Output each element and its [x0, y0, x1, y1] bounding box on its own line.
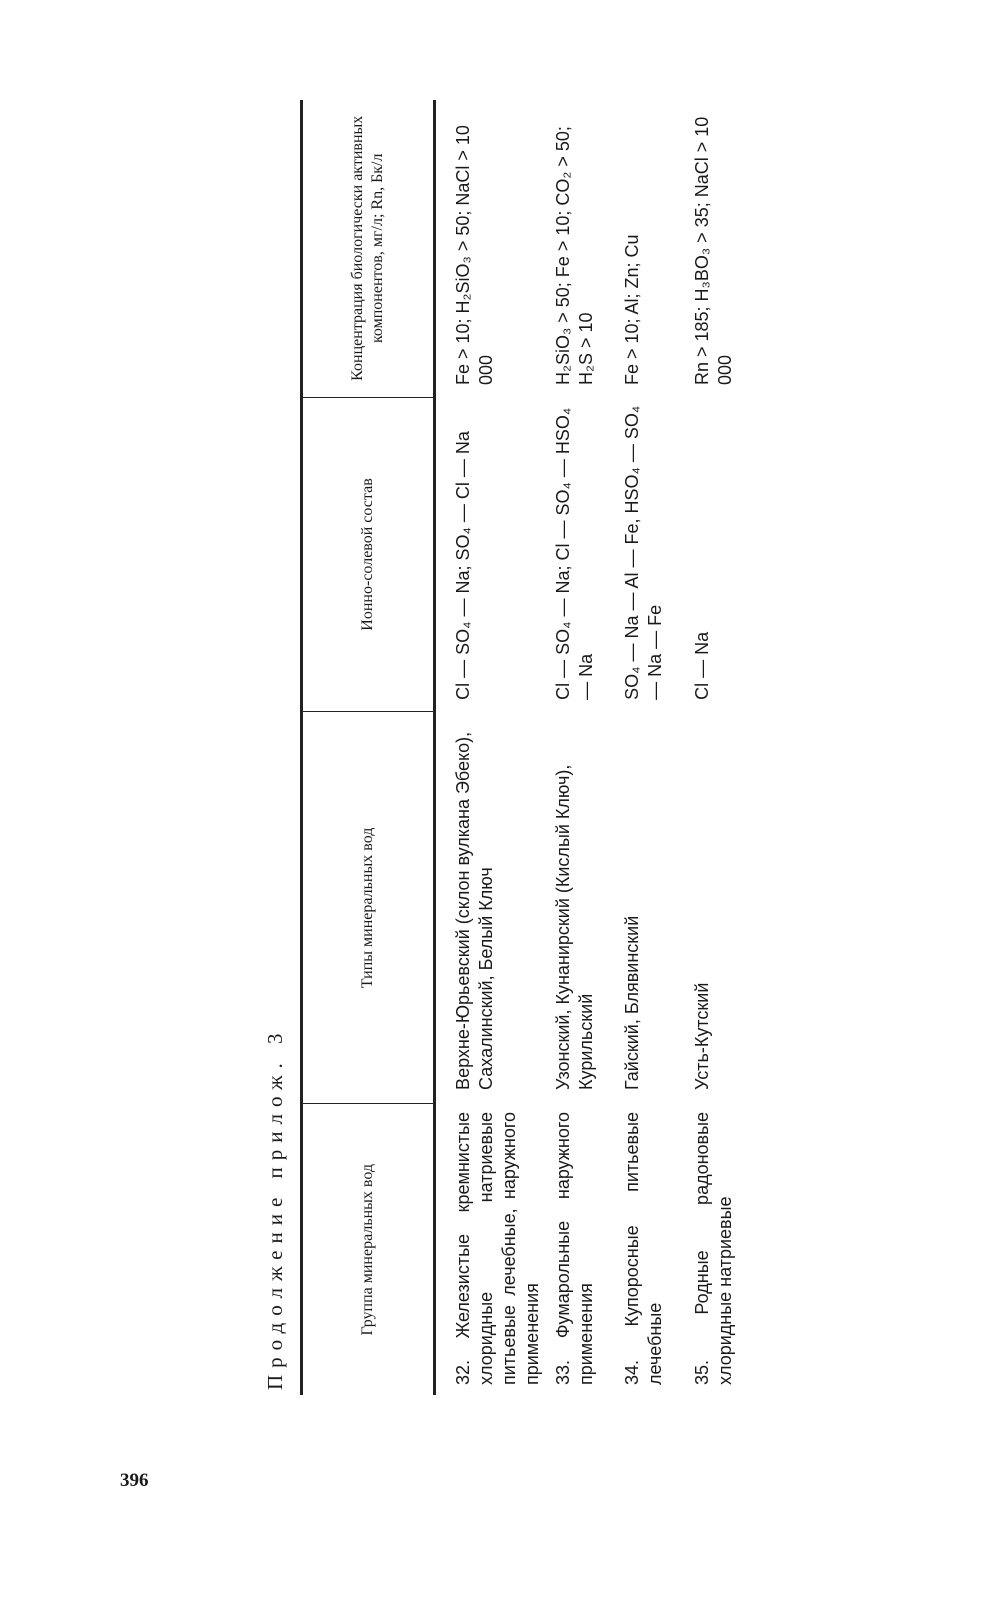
mineral-water-table	[300, 100, 751, 1395]
cell-composition: SO₄ — Na — Al — Fe, HSO₄ — SO₄ — Na — Fe	[622, 405, 665, 700]
cell-concentration: Rn > 185; H₃BO₃ > 35; NaCl > 10 000	[692, 116, 735, 386]
cell-group: 34. Купоросные питьевые лечебные	[622, 1111, 665, 1385]
rotated-table-page	[50, 100, 995, 1500]
header-group: Группа минеральных вод	[302, 1104, 435, 1395]
table-header-row	[302, 100, 435, 1395]
cell-types: Верхне-Юрьевский (склон вулкана Эбеко), Сахалинский, Белый Ключ	[453, 731, 496, 1090]
cell-group: 32. Железистые кремнистые хлоридные натриевые питьевые лечебные, наружного применения	[453, 1111, 542, 1385]
cell-concentration: H₂SiO₃ > 50; Fe > 10; CO₂ > 50; H₂S > 10	[553, 126, 596, 386]
cell-types: Гайский, Блявинский	[622, 915, 642, 1090]
table-row	[691, 100, 751, 1395]
cell-composition: Cl — Na	[692, 631, 712, 700]
cell-concentration: Fe > 10; H₂SiO₃ > 50; NaCl > 10 000	[453, 125, 496, 386]
cell-types: Узонский, Кунанирский (Кислый Ключ), Курильский	[553, 764, 596, 1090]
continuation-caption: Продолжение прилож. 3	[263, 1026, 287, 1390]
cell-composition: Cl — SO₄ — Na; SO₄ — Cl — Na	[453, 431, 473, 700]
cell-group: 33. Фумарольные наружного применения	[553, 1111, 596, 1385]
header-concentration: Концентрация биологически активных компонентов, мг/л; Rn, Бк/л	[302, 100, 435, 397]
cell-types: Усть-Кутский	[692, 982, 712, 1090]
cell-concentration: Fe > 10; Al; Zn; Cu	[622, 234, 642, 386]
cell-composition: Cl — SO₄ — Na; Cl — SO₄ — HSO₄ — Na	[553, 407, 596, 700]
page-number: 396	[120, 1470, 149, 1491]
table-row	[435, 100, 553, 1395]
table-row	[621, 100, 691, 1395]
header-composition: Ионно-солевой состав	[302, 397, 435, 712]
header-types: Типы минеральных вод	[302, 712, 435, 1104]
cell-group: 35. Родные радоновые хлоридные натриевые	[692, 1111, 735, 1385]
table-row	[552, 100, 621, 1395]
